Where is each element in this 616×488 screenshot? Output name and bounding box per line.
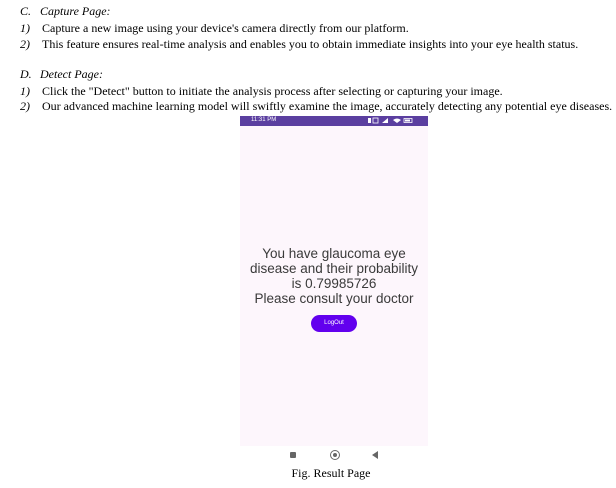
item-number: 2)	[20, 99, 30, 113]
logout-button[interactable]: LogOut	[311, 315, 357, 332]
section-letter: C.	[20, 4, 32, 18]
section-letter: D.	[20, 67, 32, 81]
list-item	[20, 21, 610, 35]
section-heading-detect	[20, 67, 103, 82]
item-text: Click the "Detect" button to initiate the analysis process after selecting or capturing your image.	[42, 84, 503, 98]
list-item	[20, 37, 610, 51]
item-number: 1)	[20, 84, 30, 98]
result-line: Please consult your doctor	[254, 291, 414, 306]
recents-icon[interactable]	[290, 452, 296, 458]
section-title: Detect Page:	[40, 67, 103, 81]
home-icon[interactable]	[330, 450, 340, 460]
result-line: disease and their probability	[249, 261, 419, 276]
section-heading-capture	[20, 4, 111, 19]
figure-caption: Fig. Result Page	[291, 466, 371, 480]
battery-wifi-signal-icon	[368, 117, 414, 124]
back-icon[interactable]	[372, 451, 378, 459]
result-message	[240, 246, 428, 306]
list-item	[20, 84, 610, 98]
result-line: is 0.79985726	[291, 276, 377, 291]
android-nav-bar	[240, 446, 428, 464]
result-line: You have glaucoma eye	[262, 246, 406, 261]
status-time: 11:31 PM	[251, 117, 277, 123]
phone-screenshot	[240, 116, 428, 446]
item-text: Capture a new image using your device's camera directly from our platform.	[42, 21, 409, 35]
item-text: Our advanced machine learning model will swiftly examine the image, accurately detecting any potential eye diseases.	[42, 99, 613, 113]
item-number: 1)	[20, 21, 30, 35]
section-title: Capture Page:	[40, 4, 111, 18]
status-bar	[240, 116, 428, 126]
item-text: This feature ensures real-time analysis and enables you to obtain immediate insights into your eye health status.	[42, 37, 579, 51]
item-number: 2)	[20, 37, 30, 51]
list-item	[20, 99, 613, 113]
status-icons	[368, 117, 414, 126]
